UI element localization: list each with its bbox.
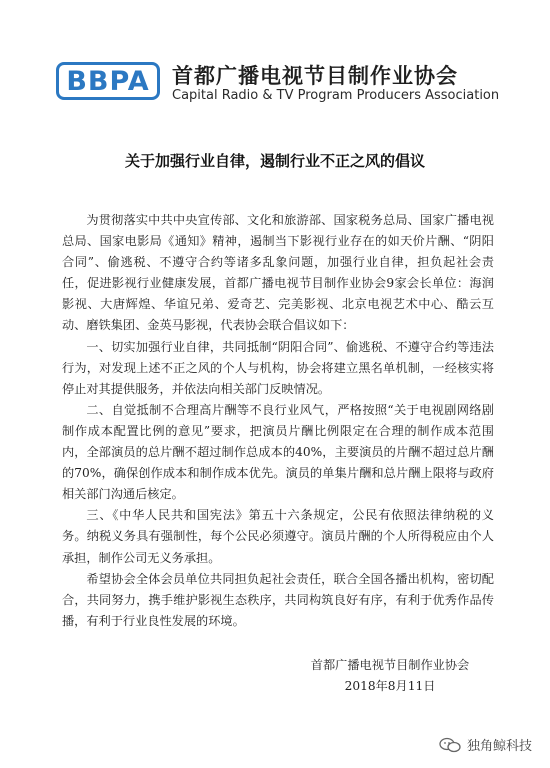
letterhead bbox=[56, 60, 516, 106]
paragraph-closing: 希望协会全体会员单位共同担负起社会责任，联合全国各播出机构，密切配合，共同努力，携手维护影视生态秩序，共同构筑良好有序，有利于优秀作品传播，有利于行业良性发展的环境。 bbox=[62, 571, 494, 628]
watermark bbox=[439, 735, 532, 754]
watermark-text: 独角鲸科技 bbox=[466, 739, 532, 754]
document-body bbox=[62, 210, 494, 632]
bbpa-logo bbox=[56, 62, 160, 100]
paragraph-item-3: 三、《中华人民共和国宪法》第五十六条规定，公民有依照法律纳税的义务。纳税义务具有强制性，每个公民必须遵守。演员片酬的个人所得税应由个人承担，制作公司无义务承担。 bbox=[62, 508, 494, 565]
wechat-icon bbox=[439, 737, 461, 753]
org-name-cn: 首都广播电视节目制作业协会 bbox=[172, 64, 458, 88]
paragraph-intro: 为贯彻落实中共中央宣传部、文化和旅游部、国家税务总局、国家广播电视总局、国家电影局《通知》精神，遏制当下影视行业存在的如天价片酬、“阴阳合同”、偷逃税、不遵守合约等诸多乱象问题，加强行业自律，担负起社会责任，促进影视行业健康发展，首都广播电视节目制作业协会9家会长单位：海润影视、大唐辉煌、华谊兄弟、爱奇艺、完美影视、北京电视艺术中心、酷云互动、磨铁集团、金英马影视，代表协会联合倡议如下： bbox=[62, 213, 494, 333]
paragraph-item-1: 一、切实加强行业自律，共同抵制“阴阳合同”、偷逃税、不遵守合约等违法行为，对发现上述不正之风的个人与机构，协会将建立黑名单机制，一经核实将停止对其提供服务，并依法向相关部门反映情况。 bbox=[62, 339, 494, 396]
logo-text: BBPA bbox=[66, 65, 150, 97]
org-name-en: Capital Radio & TV Program Producers Association bbox=[172, 88, 500, 103]
paragraph-item-2: 二、自觉抵制不合理高片酬等不良行业风气，严格按照“关于电视剧网络剧制作成本配置比例的意见”要求，把演员片酬比例限定在合理的制作成本范围内，全部演员的总片酬不超过制作总成本的40%，主要演员的片酬不超过总片酬的70%，确保创作成本和制作成本优先。演员的单集片酬和总片酬上限将与政府相关部门沟通后核定。 bbox=[62, 402, 494, 502]
signature-date: 2018年8月11日 bbox=[344, 679, 436, 693]
signature-block bbox=[290, 655, 490, 697]
signature-org: 首都广播电视节目制作业协会 bbox=[310, 658, 470, 672]
document-title: 关于加强行业自律，遏制行业不正之风的倡议 bbox=[124, 152, 425, 170]
